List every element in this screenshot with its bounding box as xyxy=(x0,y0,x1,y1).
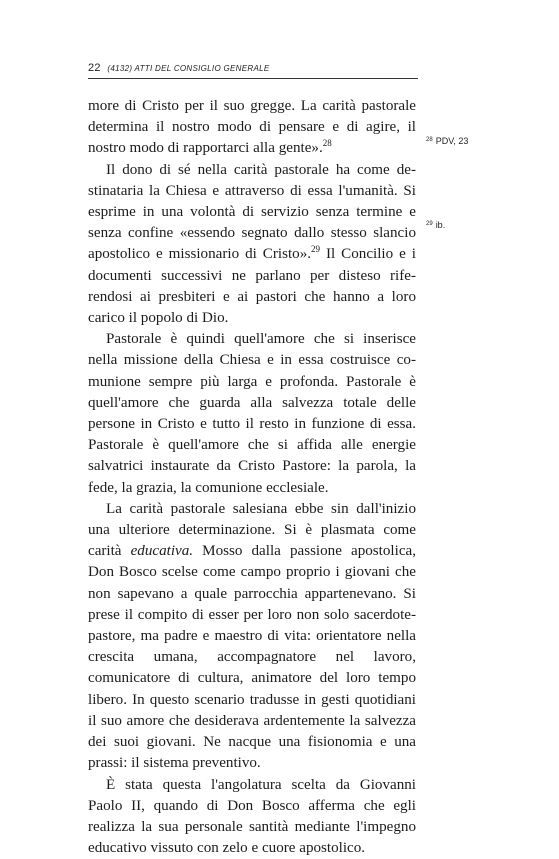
margin-note-text: ib. xyxy=(436,220,446,230)
margin-note-28 xyxy=(426,136,468,146)
paragraph-2 xyxy=(88,160,416,330)
paragraph-3: Pastorale è quindi quell'amore che si inserisce nella missione della Chiesa e in essa costruisce comunione sempre più larga e profonda. Pastorale è quell'amore che guarda alla salvezza totale delle persone in Cristo e tutto il resto in funzione di essa. Pastorale è quell'amore che si affida alle energie salvatrici instaurate da Cristo Pastore: la parola, la fede, la grazia, la comunione ecclesiale. xyxy=(88,329,416,499)
margin-note-29 xyxy=(426,220,445,230)
paragraph-4-text-b: Mosso dalla passione apostolica, Don Bosco scelse come campo proprio i giovani che non sapevano a quale parrocchia appartenevano. Si prese il compito di esser per loro non solo sacerdote-pastore, ma padre e maestro di vita: orientatore nella crescita umana, accompagnatore nel lavoro, comunicatore di cultura, animatore del loro tempo libero. In questo scenario tradusse in gesti quotidiani il suo amore che desiderava ardentemente la salvezza dei suoi giovani. Ne nacque una fisionomia e una prassi: il sistema preventivo. xyxy=(88,543,416,771)
paragraph-4 xyxy=(88,499,416,775)
running-title: (4132) ATTI DEL CONSIGLIO GENERALE xyxy=(107,64,269,73)
paragraph-2-text-b: Il Concilio e i documenti successivi ne parlano per disteso riferendosi ai presbiteri e ai pastori che hanno a loro carico il popolo di Dio. xyxy=(88,246,416,326)
paragraph-4-text-a: La carità pastorale salesiana ebbe sin dall'inizio una ulteriore determinazione. Si è plasmata come carità xyxy=(88,501,416,559)
paragraph-5: È stata questa l'angolatura scelta da Giovanni Paolo II, quando di Don Bosco afferma che egli realizza la sua personale santità mediante l'impegno educativo vissuto con zelo e cuore apostolico. xyxy=(88,775,416,859)
paragraph-1-text: more di Cristo per il suo gregge. La carità pastorale determina il nostro modo di pensare e di agire, il nostro modo di rapportarci alla gente». xyxy=(88,98,416,156)
paragraph-2-text-a: Il dono di sé nella carità pastorale ha come destinataria la Chiesa e attraverso di essa l'umanità. Si esprime in una volontà di servizio senza termine e senza confine «essendo segnato dallo stesso slancio apostolico e missionario di Cristo». xyxy=(88,162,416,263)
page-number: 22 xyxy=(88,62,101,74)
footnote-ref-29: 29 xyxy=(311,244,320,254)
header-rule xyxy=(88,78,418,79)
running-header xyxy=(88,62,416,74)
margin-note-number: 29 xyxy=(426,221,433,227)
margin-note-number: 28 xyxy=(426,137,433,143)
paragraph-1 xyxy=(88,96,416,160)
margin-note-text: PDV, 23 xyxy=(436,136,469,146)
paragraph-4-emphasis: educativa. xyxy=(131,543,193,559)
body-text xyxy=(88,96,416,859)
footnote-ref-28: 28 xyxy=(323,138,332,148)
